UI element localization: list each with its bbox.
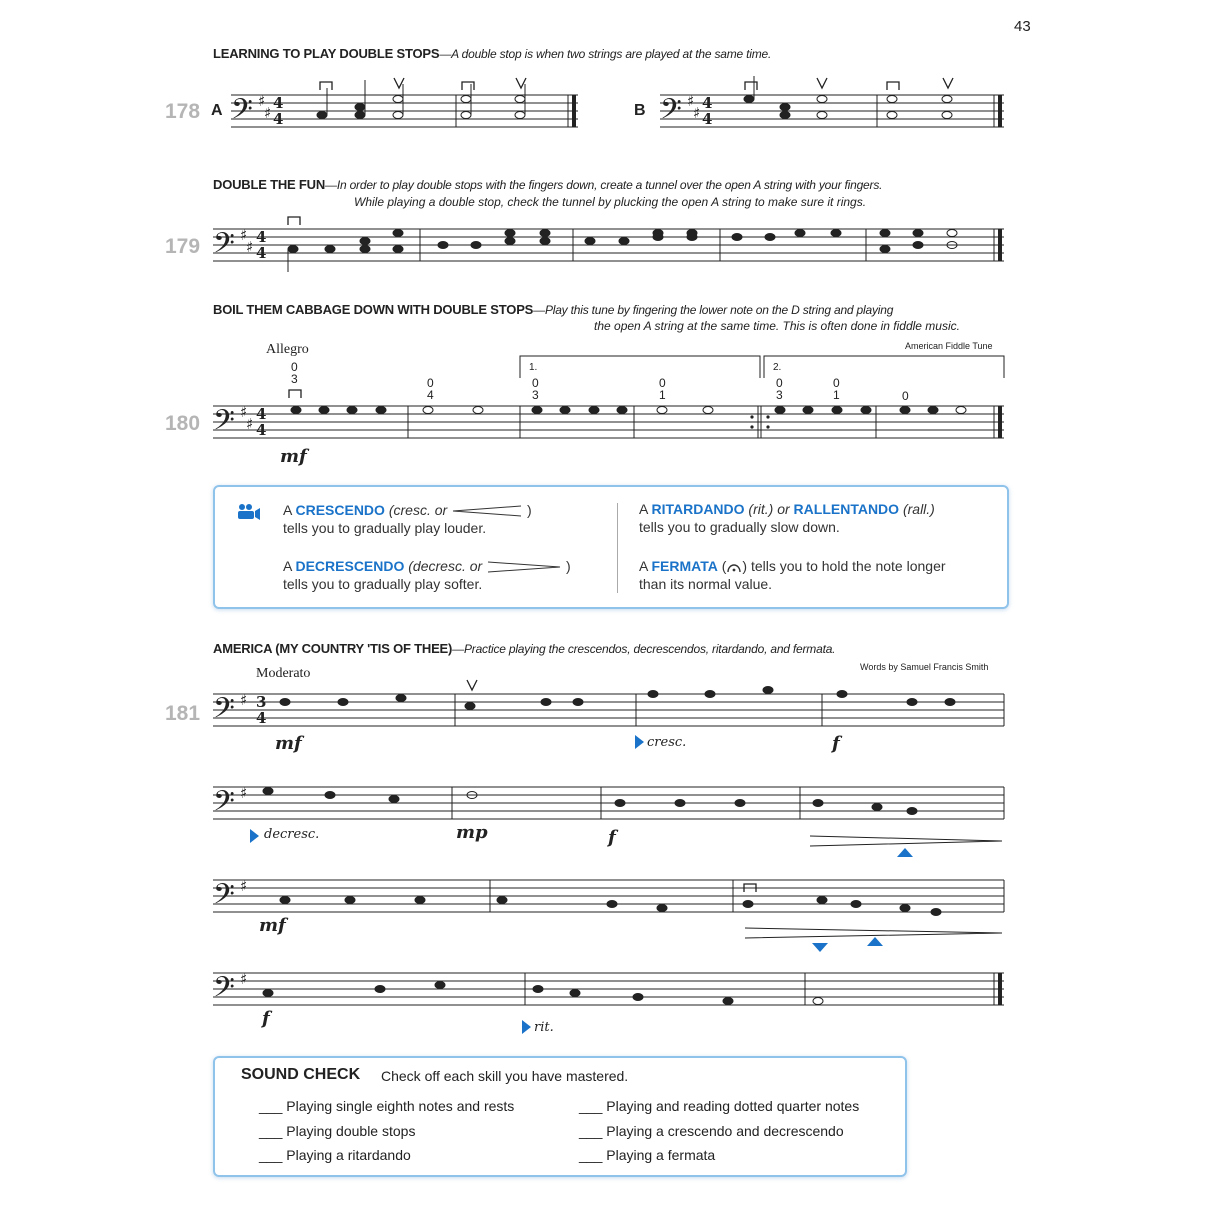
svg-text:4: 4: [273, 110, 284, 128]
info-divider: [617, 503, 618, 593]
fingering: 0 3: [532, 376, 539, 402]
bass-clef-icon: 𝄢: [213, 878, 235, 918]
direction-text: cresc.: [647, 735, 687, 750]
skill-checklist-item[interactable]: ___ Playing a crescendo and decrescendo: [579, 1123, 844, 1139]
part-label: B: [634, 102, 646, 119]
tempo-marking: Allegro: [266, 342, 309, 357]
staff-181-1: [213, 694, 1004, 726]
bass-clef-icon: 𝄢: [213, 971, 235, 1011]
sound-check-intro: Check off each skill you have mastered.: [381, 1068, 629, 1084]
exercise-number: 178: [165, 100, 201, 123]
dynamic-marking: mf: [259, 915, 286, 936]
dynamic-marking: mp: [456, 822, 488, 843]
svg-text:♯: ♯: [240, 403, 248, 421]
svg-text:4: 4: [256, 709, 267, 727]
svg-text:♯: ♯: [258, 92, 266, 110]
bass-clef-icon: 𝄢: [213, 404, 235, 444]
part-label: A: [211, 102, 223, 119]
svg-text:♯: ♯: [240, 784, 248, 802]
dynamic-marking: mf: [280, 446, 307, 467]
staff-181-3: [213, 880, 1004, 912]
svg-text:3: 3: [256, 693, 267, 711]
exercise-title-text: DOUBLE THE FUN: [213, 177, 326, 192]
skill-checklist-item[interactable]: ___ Playing a fermata: [579, 1147, 716, 1163]
bass-clef-icon: 𝄢: [231, 93, 253, 133]
svg-text:♯: ♯: [687, 92, 695, 110]
exercise-description: —In order to play double stops with the fingers down, create a tunnel over the open A string with your fingers.: [325, 178, 883, 192]
ending-label: 2.: [773, 362, 782, 373]
svg-text:4: 4: [256, 421, 267, 439]
page-number: 43: [1014, 18, 1031, 35]
exercise-description: —Practice playing the crescendos, decrescendos, ritardando, and fermata.: [452, 642, 836, 656]
dynamic-marking: f: [608, 827, 616, 848]
exercise-description-line2: the open A string at the same time. This is often done in fiddle music.: [594, 319, 960, 333]
exercise-description: —A double stop is when two strings are played at the same time.: [439, 47, 772, 61]
fingering: 0: [902, 389, 909, 403]
fingering: 0 1: [659, 376, 666, 402]
svg-text:♯: ♯: [246, 238, 254, 256]
svg-text:♯: ♯: [693, 104, 701, 122]
crescendo-definition: A CRESCENDO (cresc. or ) tells you to gradually play louder.: [283, 502, 532, 536]
sound-check-box: [213, 1056, 907, 1177]
svg-text:4: 4: [273, 94, 284, 112]
skill-checklist-item[interactable]: ___ Playing single eighth notes and rests: [259, 1098, 515, 1114]
exercise-title-text: LEARNING TO PLAY DOUBLE STOPS: [213, 46, 440, 61]
exercise-title: [213, 177, 882, 192]
svg-text:♯: ♯: [240, 226, 248, 244]
staff-180: [213, 406, 1004, 438]
svg-text:4: 4: [256, 244, 267, 262]
exercise-title-text: AMERICA (MY COUNTRY 'TIS OF THEE): [213, 641, 453, 656]
fingering: 0 1: [833, 376, 840, 402]
direction-text: rit.: [534, 1020, 554, 1035]
fingering: 0 4: [427, 376, 434, 402]
dynamic-marking: mf: [275, 733, 302, 754]
svg-text:4: 4: [702, 110, 713, 128]
skill-checklist-item[interactable]: ___ Playing a ritardando: [259, 1147, 411, 1163]
svg-text:4: 4: [256, 405, 267, 423]
dynamic-marking: f: [832, 733, 840, 754]
bass-clef-icon: 𝄢: [213, 227, 235, 267]
fermata-definition: A FERMATA ( ) tells you to hold the note longer than its normal value.: [639, 558, 946, 592]
svg-text:♯: ♯: [240, 691, 248, 709]
dynamic-marking: f: [262, 1008, 270, 1029]
svg-text:4: 4: [256, 228, 267, 246]
crescendo-hairpin-icon: [451, 505, 523, 517]
fermata-icon: [726, 561, 742, 573]
exercise-number: 180: [165, 412, 201, 435]
bass-clef-icon: 𝄢: [213, 785, 235, 825]
direction-text: decresc.: [264, 827, 320, 842]
exercise-description: —Play this tune by fingering the lower note on the D string and playing: [533, 303, 894, 317]
bass-clef-icon: 𝄢: [213, 692, 235, 732]
group-players-icon: [237, 503, 261, 521]
exercise-number: 179: [165, 235, 201, 258]
tempo-marking: Moderato: [256, 666, 311, 681]
ending-label: 1.: [529, 362, 538, 373]
staff-181-4: [213, 973, 1004, 1005]
bass-clef-icon: 𝄢: [660, 93, 682, 133]
exercise-number: 181: [165, 702, 201, 725]
svg-text:♯: ♯: [246, 415, 254, 433]
sound-check-title: SOUND CHECK: [241, 1066, 361, 1083]
exercise-title-text: BOIL THEM CABBAGE DOWN WITH DOUBLE STOPS: [213, 302, 534, 317]
ritardando-definition: A RITARDANDO (rit.) or RALLENTANDO (rall.) tells you to gradually slow down.: [639, 501, 935, 535]
fingering: 0 3: [776, 376, 783, 402]
svg-text:♯: ♯: [264, 104, 272, 122]
svg-text:4: 4: [702, 94, 713, 112]
terms-info-box: [213, 485, 1009, 609]
lyricist-credit: Words by Samuel Francis Smith: [860, 662, 989, 672]
exercise-title: [213, 641, 835, 656]
decrescendo-definition: A DECRESCENDO (decresc. or ) tells you to gradually play softer.: [283, 558, 571, 592]
svg-text:♯: ♯: [240, 970, 248, 988]
fingering: 0 3: [291, 360, 298, 386]
skill-checklist-item[interactable]: ___ Playing double stops: [259, 1123, 416, 1139]
decrescendo-hairpin-icon: [486, 561, 562, 573]
exercise-title: [213, 302, 893, 317]
exercise-description-line2: While playing a double stop, check the tunnel by plucking the open A string to make sure it rings.: [354, 195, 867, 209]
skill-checklist-item[interactable]: ___ Playing and reading dotted quarter notes: [579, 1098, 860, 1114]
composer-credit: American Fiddle Tune: [905, 341, 993, 351]
svg-text:♯: ♯: [240, 877, 248, 895]
